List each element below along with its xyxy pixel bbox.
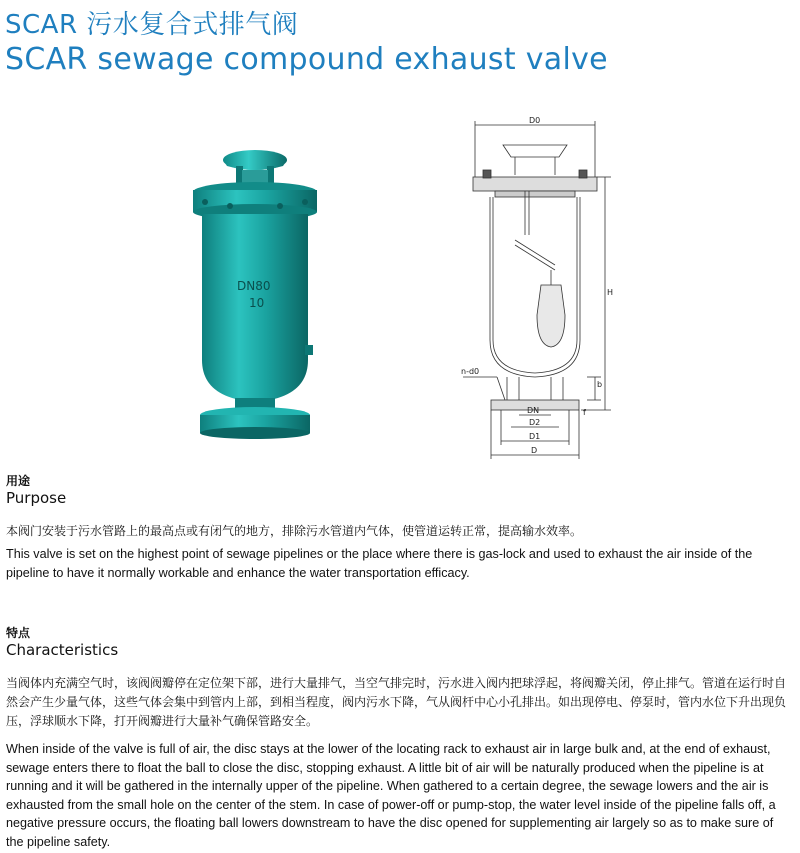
page-title-en: SCAR sewage compound exhaust valve — [5, 42, 608, 77]
purpose-text-en: This valve is set on the highest point of sewage pipelines or the place where there is gas-lock and used to exhaust the air inside of the pipeline to have it normally workable and enhance the water transportation efficacy. — [6, 547, 753, 580]
label-d0-top: D0 — [529, 116, 541, 125]
label-d: D — [531, 446, 538, 455]
characteristics-text-cn: 当阀体内充满空气时，该阀阀瓣停在定位架下部，进行大量排气，当空气排完时，污水进入阀内把球浮起，将阀瓣关闭，停止排气。管道在运行时自然会产生少量气体，这些气体会集中到管内上部，到相当程度，阀内污水下降，气从阀杆中心小孔排出。如出现停电、停泵时，管内水位下升出现负压，浮球顺水下降，打开阀瓣进行大量补气确保管路安全。 — [6, 676, 787, 728]
purpose-text-cn: 本阀门安装于污水管路上的最高点或有闭气的地方，排除污水管道内气体，使管道运转正常，提高输水效率。 — [6, 524, 583, 538]
label-f: f — [583, 408, 586, 417]
valve-section-drawing — [455, 115, 615, 470]
purpose-heading-cn: 用途 — [6, 474, 31, 488]
characteristics-heading-en: Characteristics — [6, 641, 119, 659]
cast-marking-line1: DN80 — [237, 279, 271, 293]
characteristics-heading-cn: 特点 — [6, 626, 31, 640]
cast-marking-line2: 10 — [249, 296, 265, 310]
label-d2: D2 — [529, 418, 541, 427]
characteristics-text-en: When inside of the valve is full of air, the disc stays at the lower of the locating rack to exhaust air in large bulk and, at the end of exhaust, sewage enters there to float the ball to close the disc, stopping exhaust. A little bit of air will be naturally produced when the pipeline is at running and it will be gathered in the internally upper of the pipeline. When gathered to a certain degree, the sewage lowers and the air is exhausted from the small hole on the center of the stem. In case of power-off or pump-stop, the water level inside of the pipeline falls off, a negative pressure occurs, the floating ball lowers downstream to have the disc opened for supplementing air largely so as to make sure of the pipeline safety. — [6, 742, 776, 849]
page-title-cn: SCAR 污水复合式排气阀 — [5, 10, 299, 40]
label-dn: DN — [527, 406, 540, 415]
valve-product-photo — [180, 140, 330, 440]
label-n-d0: n-d0 — [461, 367, 480, 376]
label-b: b — [597, 380, 603, 389]
label-height: H — [607, 288, 614, 297]
purpose-heading-en: Purpose — [6, 489, 67, 507]
label-d1: D1 — [529, 432, 541, 441]
